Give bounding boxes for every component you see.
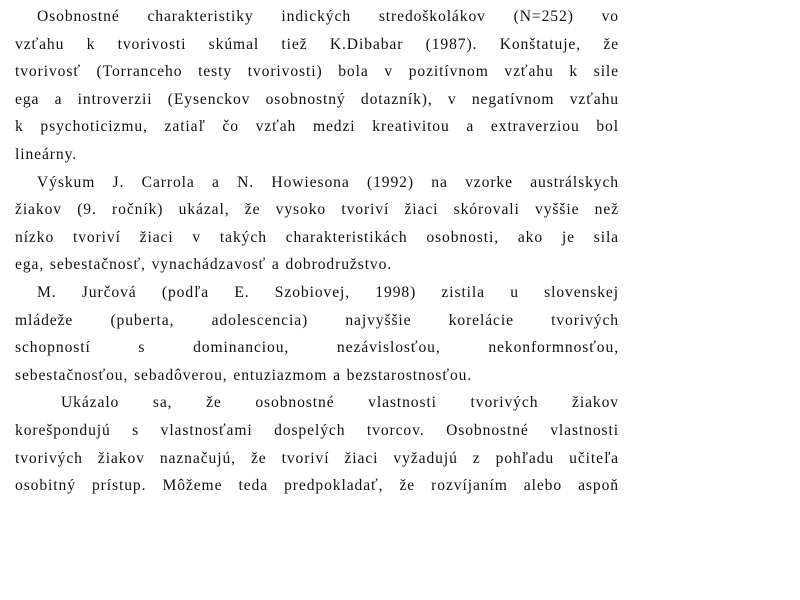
paragraph-3 xyxy=(15,279,619,389)
text-line: mládeže (puberta, adolescencia) najvyššie korelácie tvorivých xyxy=(15,311,619,329)
paragraph-2 xyxy=(15,169,619,279)
text-line: osobitný prístup. Môžeme teda predpokladať, že rozvíjaním alebo aspoň xyxy=(15,477,619,495)
text-line: k psychoticizmu, zatiaľ čo vzťah medzi kreativitou a extraverziou bol xyxy=(15,118,619,136)
text-line: žiakov (9. ročník) ukázal, že vysoko tvoriví žiaci skórovali vyššie než xyxy=(15,201,619,219)
text-line: Výskum J. Carrola a N. Howiesona (1992) na vzorke austrálskych xyxy=(37,173,619,191)
text-line: Ukázalo sa, že osobnostné vlastnosti tvorivých žiakov xyxy=(61,394,619,412)
text-line: korešpondujú s vlastnosťami dospelých tvorcov. Osobnostné vlastnosti xyxy=(15,421,619,439)
text-line: ega, sebestačnosť, vynachádzavosť a dobrodružstvo. xyxy=(15,256,393,274)
text-line: Osobnostné charakteristiky indických stredoškolákov (N=252) vo xyxy=(37,8,619,25)
text-line: schopností s dominanciou, nezávislosťou, nekonformnosťou, xyxy=(15,339,619,357)
paragraph-1 xyxy=(15,3,619,169)
text-line: lineárny. xyxy=(15,145,78,163)
document-page xyxy=(15,3,619,500)
text-line: sebestačnosťou, sebadôverou, entuziazmom a bezstarostnosťou. xyxy=(15,366,473,384)
text-line: nízko tvoriví žiaci v takých charakteristikách osobnosti, ako je sila xyxy=(15,228,619,246)
text-line: ega a introverzii (Eysenckov osobnostný dotazník), v negatívnom vzťahu xyxy=(15,90,619,108)
text-line: vzťahu k tvorivosti skúmal tiež K.Dibabar (1987). Konštatuje, že xyxy=(15,35,619,53)
text-line: tvorivosť (Torranceho testy tvorivosti) bola v pozitívnom vzťahu k sile xyxy=(15,63,619,81)
text-line: M. Jurčová (podľa E. Szobiovej, 1998) zistila u slovenskej xyxy=(37,283,619,301)
text-line: tvorivých žiakov naznačujú, že tvoriví žiaci vyžadujú z pohľadu učiteľa xyxy=(15,449,619,467)
paragraph-4 xyxy=(15,389,619,499)
